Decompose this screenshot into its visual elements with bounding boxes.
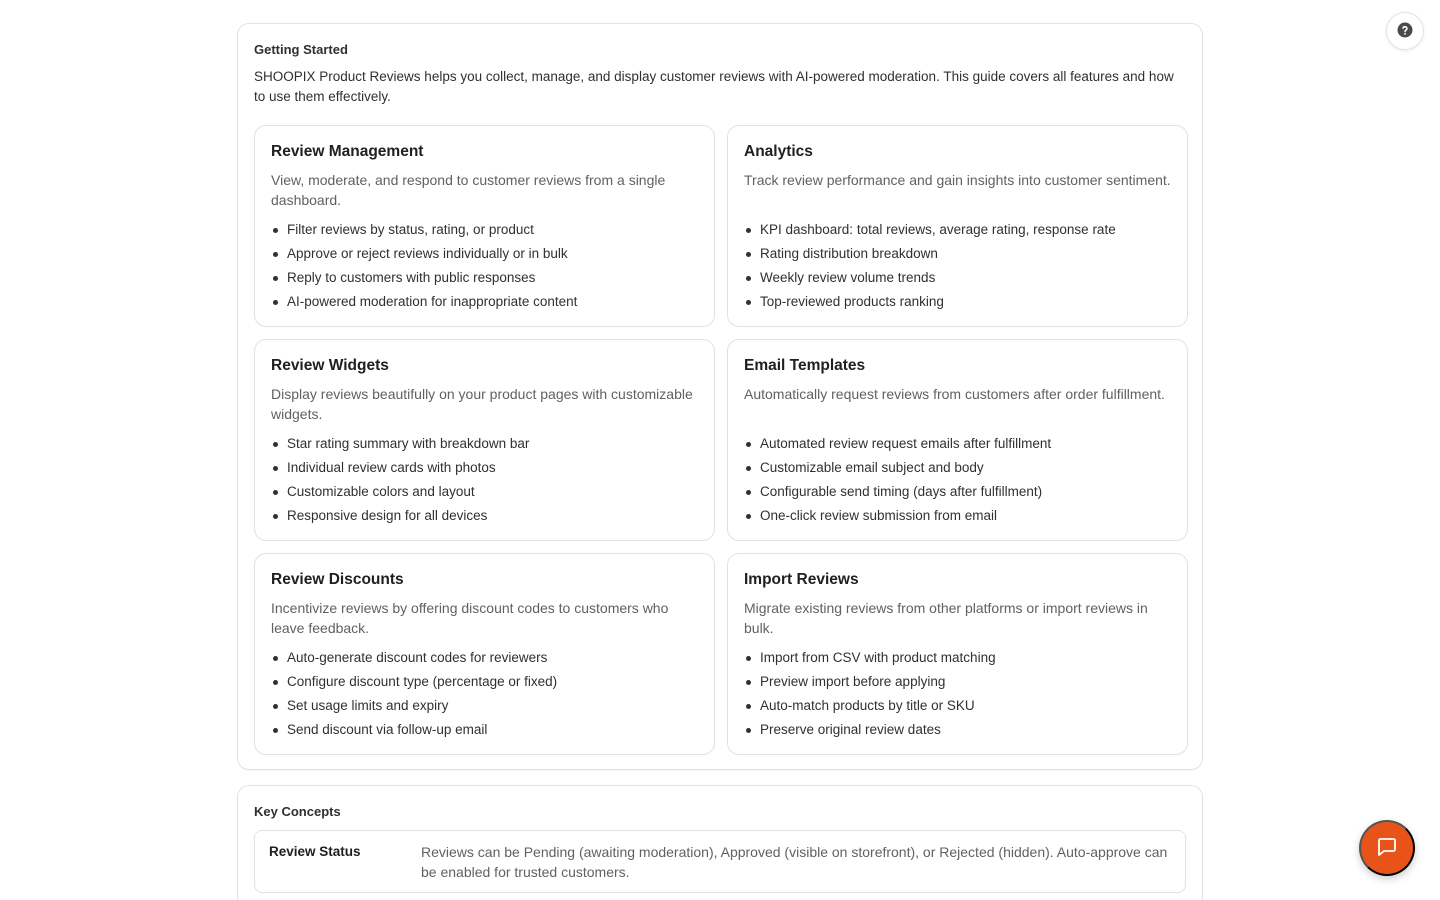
feature-list-item: Auto-generate discount codes for reviewers bbox=[271, 646, 698, 670]
feature-list-item: Automated review request emails after fulfillment bbox=[744, 432, 1171, 456]
feature-card-email-templates bbox=[727, 339, 1188, 541]
concept-definition: Reviews can be Pending (awaiting moderation), Approved (visible on storefront), or Rejected (hidden). Auto-approve can be enabled for trusted customers. bbox=[421, 844, 1168, 880]
help-button[interactable] bbox=[1386, 12, 1424, 50]
chat-bubble-icon bbox=[1375, 835, 1399, 862]
feature-list-item: Preserve original review dates bbox=[744, 718, 1171, 742]
question-circle-icon bbox=[1397, 22, 1413, 41]
feature-list bbox=[271, 646, 698, 742]
feature-card-review-discounts bbox=[254, 553, 715, 755]
feature-description: Display reviews beautifully on your product pages with customizable widgets. bbox=[271, 386, 693, 422]
key-concepts-card bbox=[237, 785, 1203, 900]
feature-list-item: Responsive design for all devices bbox=[271, 504, 698, 528]
feature-list-item: Import from CSV with product matching bbox=[744, 646, 1171, 670]
feature-list-item: Star rating summary with breakdown bar bbox=[271, 432, 698, 456]
feature-list-item: Weekly review volume trends bbox=[744, 266, 1171, 290]
feature-list-item: Filter reviews by status, rating, or product bbox=[271, 218, 698, 242]
concept-term: Review Status bbox=[269, 844, 361, 859]
feature-list-item: Set usage limits and expiry bbox=[271, 694, 698, 718]
feature-list-item: Send discount via follow-up email bbox=[271, 718, 698, 742]
getting-started-intro: SHOOPIX Product Reviews helps you collect, manage, and display customer reviews with AI-powered moderation. This guide covers all features and how to use them effectively. bbox=[254, 69, 1174, 104]
feature-list-item: Configure discount type (percentage or fixed) bbox=[271, 670, 698, 694]
feature-list-item: Customizable email subject and body bbox=[744, 456, 1171, 480]
feature-description: Automatically request reviews from customers after order fulfillment. bbox=[744, 386, 1165, 402]
feature-title: Email Templates bbox=[744, 357, 866, 374]
getting-started-title: Getting Started bbox=[254, 42, 348, 57]
feature-description: View, moderate, and respond to customer reviews from a single dashboard. bbox=[271, 172, 666, 208]
feature-card-review-management bbox=[254, 125, 715, 327]
feature-list-item: One-click review submission from email bbox=[744, 504, 1171, 528]
chat-button[interactable] bbox=[1359, 820, 1415, 876]
feature-title: Analytics bbox=[744, 143, 813, 160]
feature-list-item: Reply to customers with public responses bbox=[271, 266, 698, 290]
feature-card-analytics bbox=[727, 125, 1188, 327]
feature-title: Review Widgets bbox=[271, 357, 389, 374]
feature-list-item: Individual review cards with photos bbox=[271, 456, 698, 480]
feature-title: Import Reviews bbox=[744, 571, 859, 588]
feature-list bbox=[744, 646, 1171, 742]
feature-title: Review Management bbox=[271, 143, 424, 160]
feature-list-item: KPI dashboard: total reviews, average rating, response rate bbox=[744, 218, 1171, 242]
getting-started-card bbox=[237, 23, 1203, 770]
feature-list-item: Auto-match products by title or SKU bbox=[744, 694, 1171, 718]
feature-title: Review Discounts bbox=[271, 571, 404, 588]
feature-list bbox=[271, 218, 698, 314]
feature-description: Migrate existing reviews from other platforms or import reviews in bulk. bbox=[744, 600, 1148, 636]
feature-grid bbox=[254, 125, 1188, 755]
feature-card-import-reviews bbox=[727, 553, 1188, 755]
feature-list-item: Preview import before applying bbox=[744, 670, 1171, 694]
feature-list-item: Configurable send timing (days after fulfillment) bbox=[744, 480, 1171, 504]
feature-card-review-widgets bbox=[254, 339, 715, 541]
concept-row-review-status bbox=[254, 830, 1186, 893]
feature-description: Incentivize reviews by offering discount codes to customers who leave feedback. bbox=[271, 600, 669, 636]
feature-list bbox=[744, 432, 1171, 528]
feature-list bbox=[744, 218, 1171, 314]
feature-list-item: Top-reviewed products ranking bbox=[744, 290, 1171, 314]
feature-description: Track review performance and gain insights into customer sentiment. bbox=[744, 172, 1171, 188]
feature-list-item: AI-powered moderation for inappropriate content bbox=[271, 290, 698, 314]
feature-list bbox=[271, 432, 698, 528]
feature-list-item: Rating distribution breakdown bbox=[744, 242, 1171, 266]
feature-list-item: Customizable colors and layout bbox=[271, 480, 698, 504]
feature-list-item: Approve or reject reviews individually or in bulk bbox=[271, 242, 698, 266]
key-concepts-title: Key Concepts bbox=[254, 804, 341, 819]
